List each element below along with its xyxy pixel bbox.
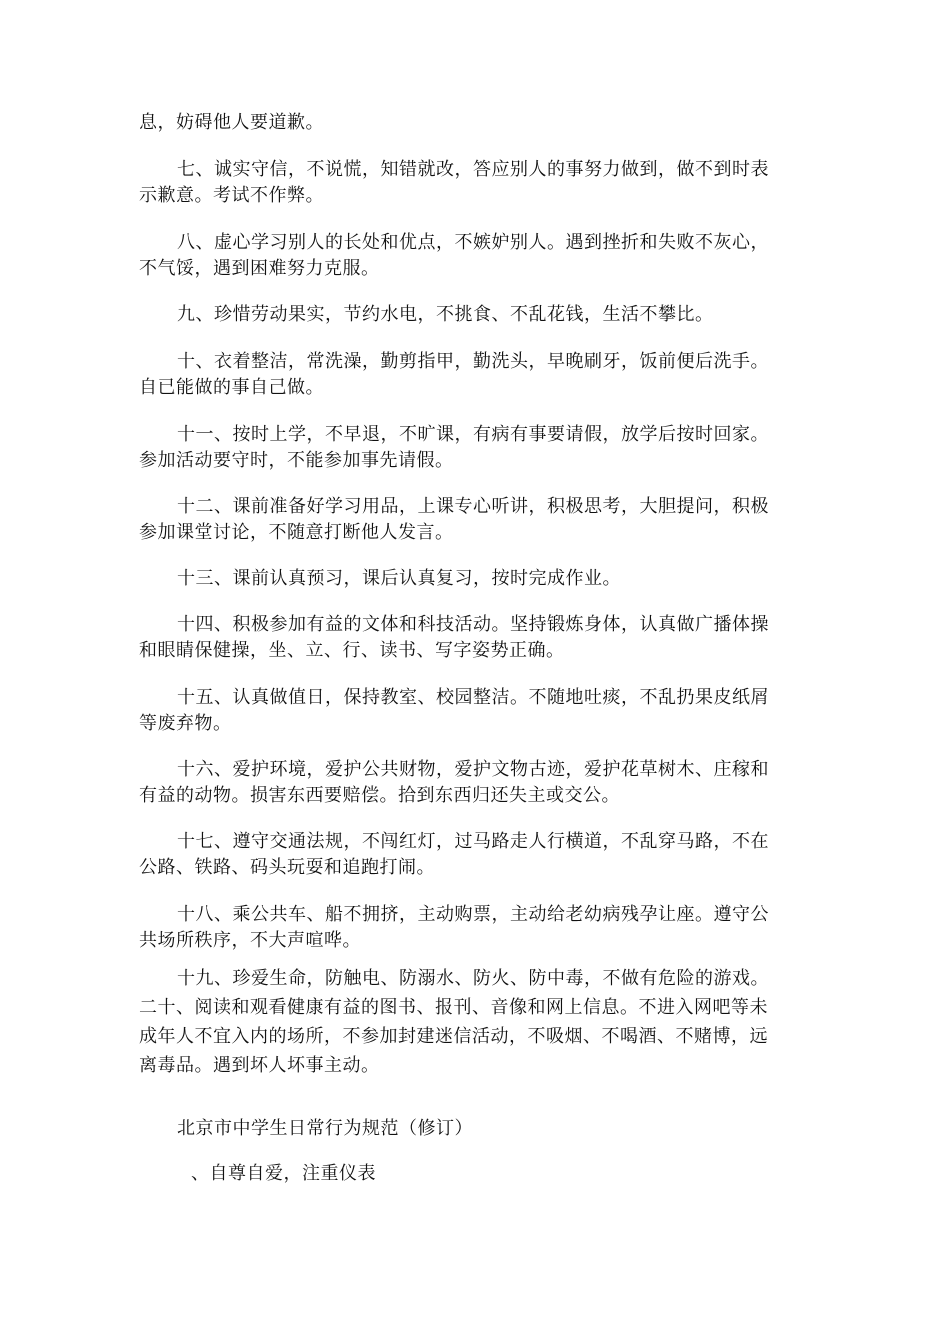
text-line: 参加课堂讨论，不随意打断他人发言。 bbox=[139, 522, 454, 543]
paragraph-rule-9 bbox=[139, 302, 807, 328]
paragraph-rule-7 bbox=[139, 157, 807, 209]
text-line: 公路、铁路、码头玩耍和追跑打闹。 bbox=[139, 857, 435, 878]
text-line: 十六、爱护环境，爱护公共财物，爱护文物古迹，爱护花草树木、庄稼和 bbox=[177, 759, 769, 780]
paragraph-continuation bbox=[139, 110, 807, 136]
text-line: 自已能做的事自己做。 bbox=[139, 377, 324, 398]
text-line: 八、虚心学习别人的长处和优点，不嫉妒别人。遇到挫折和失败不灰心， bbox=[177, 232, 769, 253]
text-line: 十一、按时上学，不早退，不旷课，有病有事要请假，放学后按时回家。 bbox=[177, 424, 769, 445]
text-line: 十七、遵守交通法规，不闯红灯，过马路走人行横道，不乱穿马路，不在 bbox=[177, 831, 769, 852]
text-line: 等废弃物。 bbox=[139, 713, 232, 734]
text-line: 九、珍惜劳动果实，节约水电，不挑食、不乱花钱，生活不攀比。 bbox=[177, 304, 714, 325]
paragraph-rule-14 bbox=[139, 612, 807, 664]
text-line: 十四、积极参加有益的文体和科技活动。坚持锻炼身体，认真做广播体操 bbox=[177, 614, 769, 635]
paragraph-rule-12 bbox=[139, 494, 807, 546]
text-line: 十五、认真做值日，保持教室、校园整洁。不随地吐痰，不乱扔果皮纸屑 bbox=[177, 687, 769, 708]
text-line: 七、诚实守信，不说慌，知错就改，答应别人的事努力做到，做不到时表 bbox=[177, 159, 769, 180]
paragraph-rule-18 bbox=[139, 902, 807, 954]
paragraph-rule-13 bbox=[139, 566, 807, 592]
text-line: 不气馁，遇到困难努力克服。 bbox=[139, 258, 380, 279]
text-line: 离毒品。遇到坏人坏事主动。 bbox=[139, 1055, 380, 1076]
text-line: 、自尊自爱，注重仪表 bbox=[191, 1163, 376, 1184]
text-line: 成年人不宜入内的场所，不参加封建迷信活动，不吸烟、不喝酒、不赌博，远 bbox=[139, 1026, 768, 1047]
paragraph-rule-15 bbox=[139, 685, 807, 737]
text-line: 共场所秩序，不大声喧哗。 bbox=[139, 930, 361, 951]
paragraph-rule-16 bbox=[139, 757, 807, 809]
paragraph-rule-10 bbox=[139, 349, 807, 401]
text-line: 十九、珍爱生命，防触电、防溺水、防火、防中毒，不做有危险的游戏。 bbox=[177, 968, 769, 989]
text-line: 二十、阅读和观看健康有益的图书、报刊、音像和网上信息。不进入网吧等未 bbox=[139, 997, 768, 1018]
text-line: 十八、乘公共车、船不拥挤，主动购票，主动给老幼病残孕让座。遵守公 bbox=[177, 904, 769, 925]
section-item-heading bbox=[139, 1161, 807, 1187]
section-title bbox=[139, 1116, 807, 1142]
text-line: 十二、课前准备好学习用品，上课专心听讲，积极思考，大胆提问，积极 bbox=[177, 496, 769, 517]
text-line: 十三、课前认真预习，课后认真复习，按时完成作业。 bbox=[177, 568, 621, 589]
text-line: 和眼睛保健操，坐、立、行、读书、写字姿势正确。 bbox=[139, 640, 565, 661]
paragraph-rule-19-20 bbox=[139, 966, 807, 1079]
text-line: 参加活动要守时，不能参加事先请假。 bbox=[139, 450, 454, 471]
text-line: 北京市中学生日常行为规范（修订） bbox=[177, 1118, 473, 1139]
text-line: 示歉意。考试不作弊。 bbox=[139, 185, 324, 206]
text-line: 十、衣着整洁，常洗澡，勤剪指甲，勤洗头，早晚刷牙，饭前便后洗手。 bbox=[177, 351, 769, 372]
text-line: 有益的动物。损害东西要赔偿。拾到东西归还失主或交公。 bbox=[139, 785, 620, 806]
paragraph-rule-17 bbox=[139, 829, 807, 881]
text-line: 息，妨碍他人要道歉。 bbox=[139, 112, 324, 133]
paragraph-rule-8 bbox=[139, 230, 807, 282]
paragraph-rule-11 bbox=[139, 422, 807, 474]
